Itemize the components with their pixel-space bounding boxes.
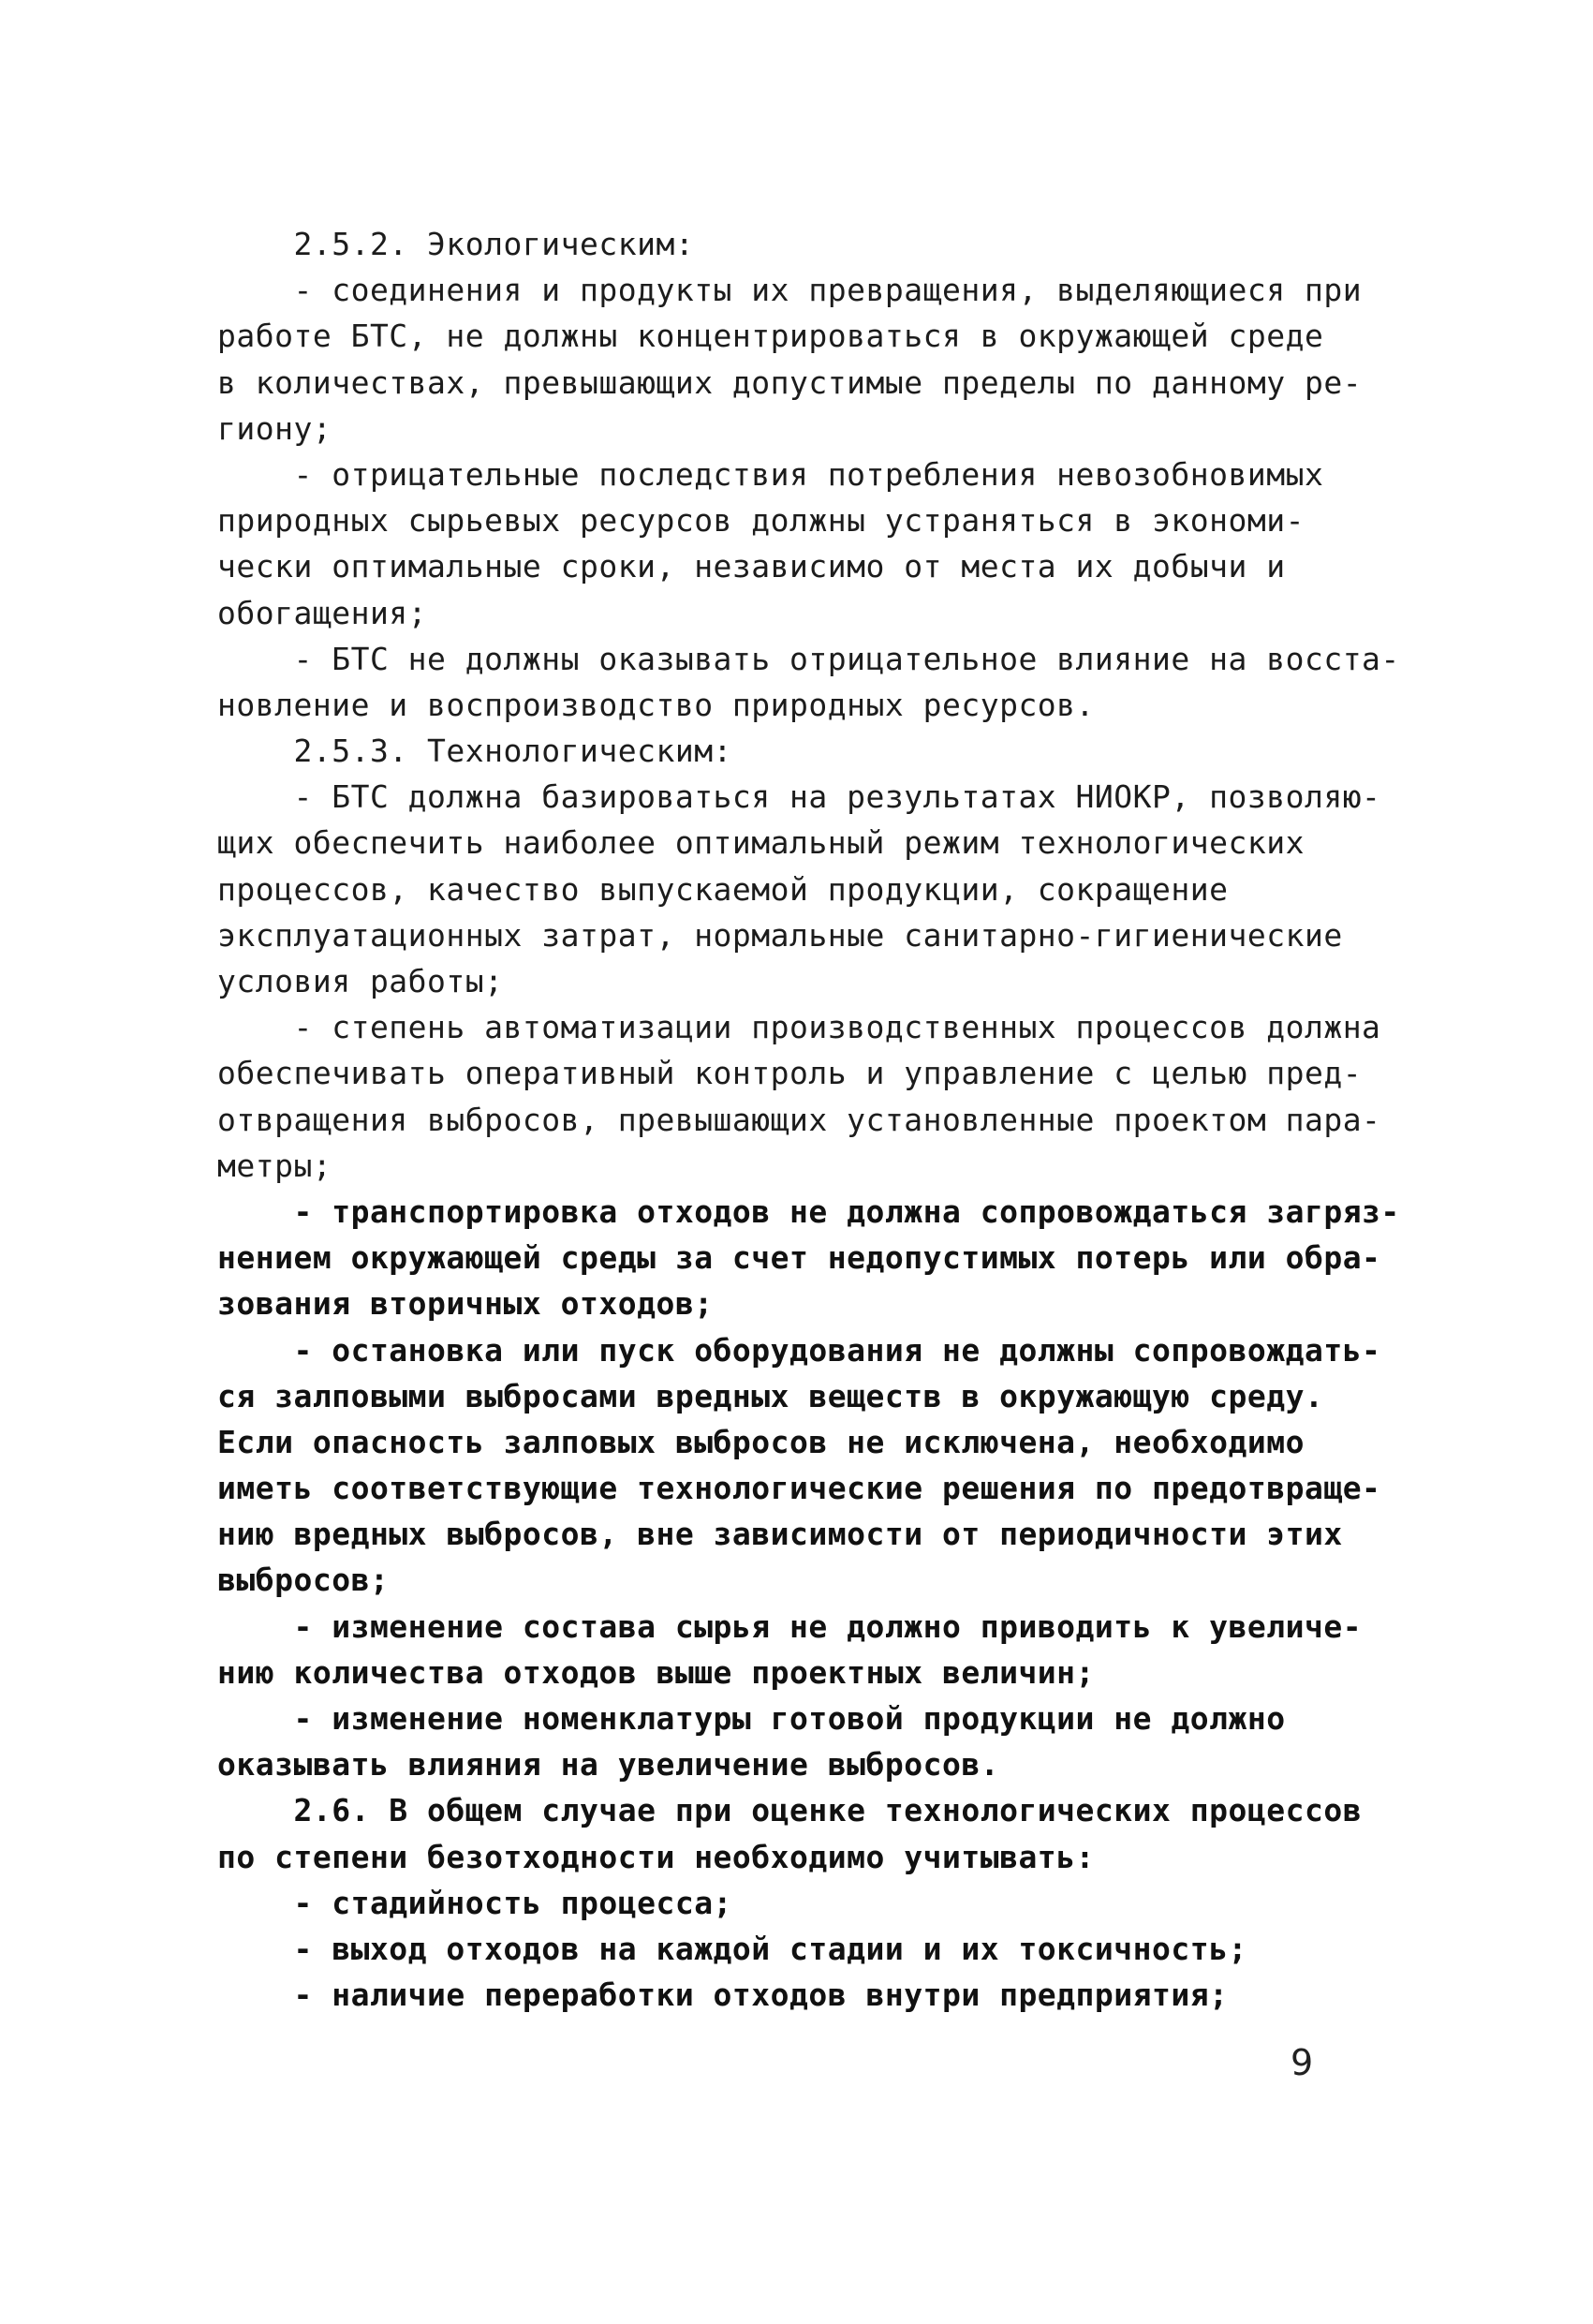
text-line: - соединения и продукты их превращения, выделяющиеся при xyxy=(217,272,1363,309)
text-line: - выход отходов на каждой стадии и их токсичность; xyxy=(217,1930,1247,1967)
section-heading-2-5-2: 2.5.2. Экологическим: xyxy=(217,226,695,262)
text-line: гиону; xyxy=(217,409,332,447)
text-line: процессов, качество выпускаемой продукции, сокращение xyxy=(217,870,1229,908)
section-heading-2-5-3: 2.5.3. Технологическим: xyxy=(217,733,732,770)
text-line: отвращения выбросов, превышающих установленные проектом пара- xyxy=(217,1101,1381,1138)
text-line: выбросов; xyxy=(217,1562,390,1599)
text-line: - изменение номенклатуры готовой продукции не должно xyxy=(217,1700,1286,1737)
text-line: щих обеспечить наиболее оптимальный режим технологических xyxy=(217,824,1305,862)
text-line: иметь соответствующие технологические решения по предотвраще- xyxy=(217,1470,1381,1507)
text-line: - отрицательные последствия потребления невозобновимых xyxy=(217,455,1324,493)
text-line: эксплуатационных затрат, нормальные санитарно-гигиенические xyxy=(217,916,1343,954)
text-line: по степени безотходности необходимо учитывать: xyxy=(217,1838,1095,1875)
text-line: нию количества отходов выше проектных величин; xyxy=(217,1653,1095,1691)
text-line: - БТС не должны оказывать отрицательное влияние на восста- xyxy=(217,640,1400,677)
text-line: - степень автоматизации производственных процессов должна xyxy=(217,1009,1381,1046)
text-line: метры; xyxy=(217,1147,332,1184)
text-line: работе БТС, не должны концентрироваться в окружающей среде xyxy=(217,318,1324,355)
text-line: оказывать влияния на увеличение выбросов. xyxy=(217,1746,1000,1784)
document-body xyxy=(217,221,1407,2018)
text-line: природных сырьевых ресурсов должны устраняться в экономи- xyxy=(217,502,1305,540)
text-line: обеспечивать оперативный контроль и управление с целью пред- xyxy=(217,1055,1363,1092)
text-line: Если опасность залповых выбросов не исключена, необходимо xyxy=(217,1423,1305,1460)
text-line: - БТС должна базироваться на результатах НИОКР, позволяю- xyxy=(217,778,1381,816)
text-line: зования вторичных отходов; xyxy=(217,1285,714,1323)
text-line: ся залповыми выбросами вредных веществ в окружающую среду. xyxy=(217,1377,1324,1414)
section-heading-2-6: 2.6. В общем случае при оценке технологических процессов xyxy=(217,1792,1363,1829)
text-line: чески оптимальные сроки, независимо от места их добычи и xyxy=(217,548,1286,585)
text-line: нию вредных выбросов, вне зависимости от периодичности этих xyxy=(217,1516,1343,1553)
text-line: - изменение состава сырья не должно приводить к увеличе- xyxy=(217,1607,1363,1645)
text-line: - стадийность процесса; xyxy=(217,1884,732,1921)
text-line: в количествах, превышающих допустимые пределы по данному ре- xyxy=(217,363,1363,401)
text-line: обогащения; xyxy=(217,594,428,631)
text-line: - транспортировка отходов не должна сопровождаться загряз- xyxy=(217,1192,1400,1230)
page-number: 9 xyxy=(1291,2042,1314,2083)
text-line: новление и воспроизводство природных ресурсов. xyxy=(217,686,1095,723)
text-line: - остановка или пуск оборудования не должны сопровождать- xyxy=(217,1331,1381,1369)
text-line: нением окружающей среды за счет недопустимых потерь или обра- xyxy=(217,1239,1381,1277)
text-line: - наличие переработки отходов внутри предприятия; xyxy=(217,1976,1229,2014)
text-line: условия работы; xyxy=(217,963,504,999)
